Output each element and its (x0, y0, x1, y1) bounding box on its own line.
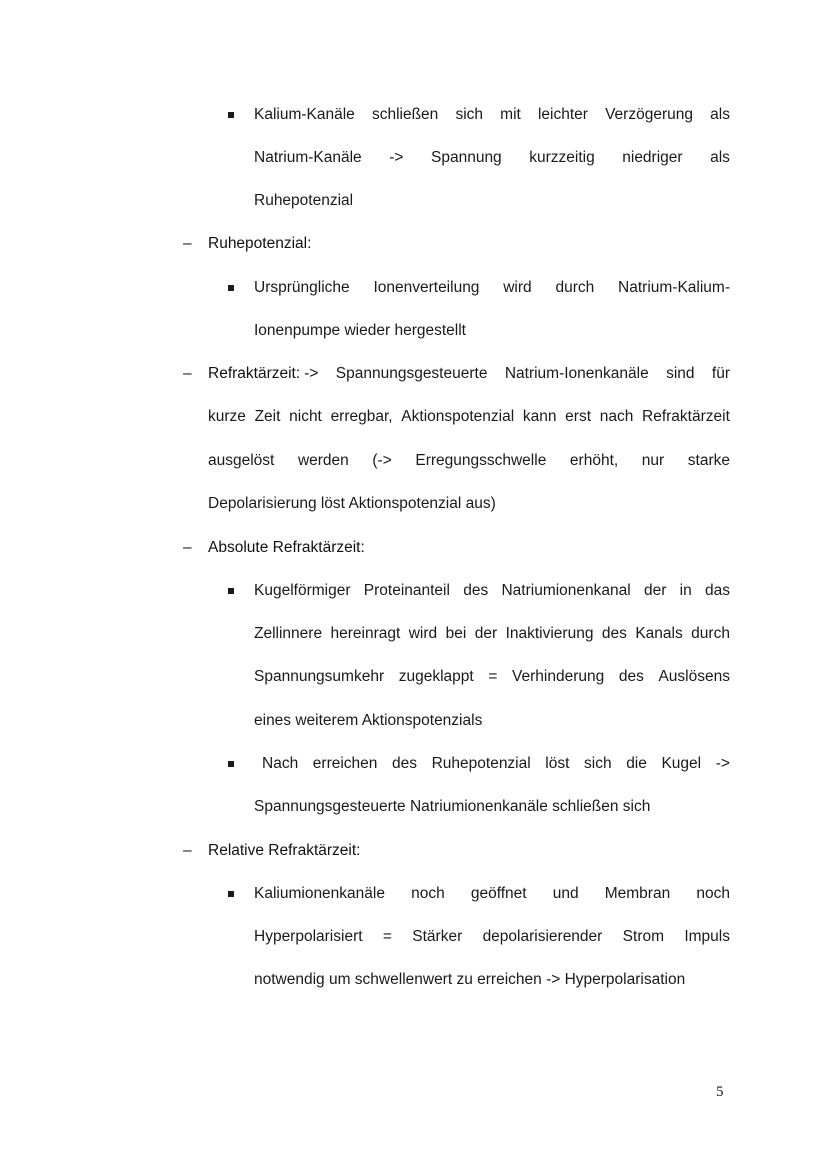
word: die (626, 755, 647, 772)
text-line: Depolarisierung löst Aktionspotenzial aus) (208, 495, 496, 512)
word: durch (691, 625, 730, 642)
word: Hyperpolarisiert (254, 928, 363, 945)
word: kurze (208, 408, 246, 425)
page-number: 5 (716, 1084, 724, 1100)
word: Verzögerung (605, 106, 693, 123)
word: Refraktärzeit (642, 408, 730, 425)
word: nicht (289, 408, 322, 425)
text-line: notwendig um schwellenwert zu erreichen -> Hyperpolarisation (254, 971, 686, 988)
word: schließen (371, 106, 439, 123)
word: und (552, 885, 579, 902)
word: bei (445, 625, 467, 642)
word: erst (565, 408, 592, 425)
word: Proteinanteil (363, 582, 450, 599)
word: starke (687, 452, 730, 469)
word: durch (555, 279, 595, 296)
word: Kalium-Kanäle (254, 106, 355, 123)
section-heading: Absolute Refraktärzeit: (208, 539, 365, 556)
word: zugeklappt (398, 668, 474, 685)
word: noch (696, 885, 730, 902)
word: Strom (622, 928, 665, 945)
word: mit (500, 106, 521, 123)
word: erregbar, (330, 408, 393, 425)
justified-line (304, 364, 730, 384)
word: -> (715, 755, 730, 772)
word: der (474, 625, 498, 642)
word: = (488, 668, 498, 685)
word: sind (666, 365, 695, 382)
bullet-square (228, 588, 234, 594)
word: (-> (372, 452, 392, 469)
dash-marker: – (183, 539, 192, 556)
text-line: eines weiterem Aktionspotenzials (254, 712, 483, 729)
word: = (382, 928, 392, 945)
section-heading: Relative Refraktärzeit: (208, 842, 361, 859)
justified-line (254, 624, 730, 644)
word: erreichen (312, 755, 378, 772)
word: des (392, 755, 417, 772)
word: Kaliumionenkanäle (254, 885, 385, 902)
word: Spannung (431, 149, 502, 166)
word: Auslösens (658, 668, 730, 685)
word: kurzzeitig (529, 149, 595, 166)
word: wird (503, 279, 532, 296)
justified-line (262, 754, 730, 774)
word: das (705, 582, 730, 599)
word: Ionenverteilung (373, 279, 480, 296)
word: sich (455, 106, 484, 123)
word: Kanals (635, 625, 683, 642)
word: Verhinderung (512, 668, 605, 685)
section-heading: Refraktärzeit: (208, 365, 301, 382)
word: als (710, 149, 730, 166)
word: Erregungsschwelle (415, 452, 547, 469)
word: nur (641, 452, 665, 469)
text-line (208, 364, 730, 384)
word: Spannungsgesteuerte (335, 365, 488, 382)
word: Aktionspotenzial (401, 408, 515, 425)
word: -> (304, 365, 319, 382)
dash-marker: – (183, 842, 192, 859)
text-line: Ionenpumpe wieder hergestellt (254, 322, 466, 339)
word: noch (411, 885, 445, 902)
word: löst (545, 755, 570, 772)
bullet-square (228, 761, 234, 767)
word: geöffnet (470, 885, 527, 902)
word: Impuls (684, 928, 730, 945)
word: Natrium-Kanäle (254, 149, 362, 166)
word: -> (389, 149, 404, 166)
word: hereinragt (330, 625, 401, 642)
text-line: Spannungsgesteuerte Natriumionenkanäle schließen sich (254, 798, 651, 815)
justified-line (254, 667, 730, 687)
justified-line (254, 884, 730, 904)
word: kann (522, 408, 557, 425)
justified-line (254, 148, 730, 168)
word: Membran (604, 885, 671, 902)
word: wird (408, 625, 438, 642)
word: werden (297, 452, 349, 469)
word: Natriumionenkanal (501, 582, 631, 599)
word: für (711, 365, 730, 382)
section-heading: Ruhepotenzial: (208, 235, 312, 252)
justified-line (254, 278, 730, 298)
word: ausgelöst (208, 452, 275, 469)
text-line: Ruhepotenzial (254, 192, 354, 209)
word: erhöht, (569, 452, 619, 469)
word: Zellinnere (254, 625, 323, 642)
word: Spannungsumkehr (254, 668, 385, 685)
justified-line (208, 451, 730, 471)
dash-marker: – (183, 365, 192, 382)
word: des (618, 668, 644, 685)
justified-line (254, 927, 730, 947)
word: depolarisierender (482, 928, 603, 945)
justified-line (208, 407, 730, 427)
word: leichter (537, 106, 588, 123)
word: Zeit (254, 408, 281, 425)
word: des (463, 582, 489, 599)
word: in (679, 582, 692, 599)
word: nach (599, 408, 634, 425)
word: niedriger (622, 149, 683, 166)
word: Stärker (412, 928, 463, 945)
word: der (643, 582, 667, 599)
word: Natrium-Ionenkanäle (504, 365, 649, 382)
bullet-square (228, 112, 234, 118)
bullet-square (228, 891, 234, 897)
word: Kugelförmiger (254, 582, 351, 599)
word: Ursprüngliche (254, 279, 350, 296)
word: Ruhepotenzial (431, 755, 531, 772)
justified-line (254, 581, 730, 601)
justified-line (254, 105, 730, 125)
word: Nach (262, 755, 299, 772)
bullet-square (228, 285, 234, 291)
word: Kugel (661, 755, 702, 772)
word: Inaktivierung (505, 625, 594, 642)
word: des (601, 625, 627, 642)
word: als (710, 106, 730, 123)
word: sich (584, 755, 612, 772)
word: Natrium-Kalium- (618, 279, 730, 296)
dash-marker: – (183, 235, 192, 252)
